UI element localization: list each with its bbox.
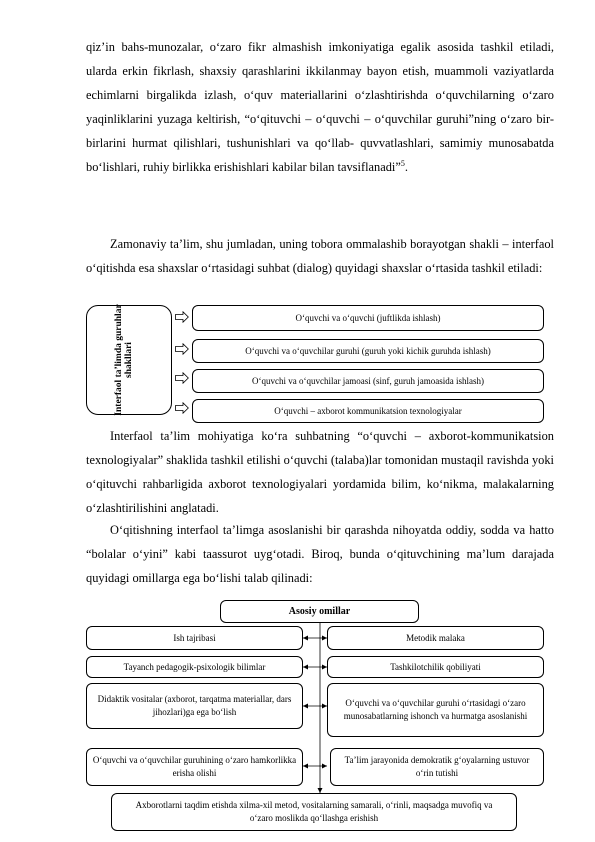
diagram1-item-2: O‘quvchi va o‘quvchilar guruhi (guruh yoki kichik guruhda ishlash) [192,339,544,363]
diagram2-right-4: Ta’lim jarayonida demokratik g‘oyalarning ustuvor o‘rin tutishi [330,748,544,786]
diagram2-title: Asosiy omillar [220,600,419,623]
diagram2-left-3: Didaktik vositalar (axborot, tarqatma materiallar, dars jihozlari)ga ega bo‘lish [86,683,303,729]
paragraph-4: O‘qitishning interfaol ta’limga asoslanishi bir qarashda nihoyatda oddiy, sodda va hatto “bolalar o‘yini” kabi taassurot uyg‘otadi. Biroq, bunda o‘qituvchining ma’lum darajada quyidagi omillarga ega bo‘lishi talab qilinadi: [86,523,554,585]
diagram2-left-4: O‘quvchi va o‘quvchilar guruhining o‘zaro hamkorlikka erisha olishi [86,748,303,786]
diagram2-left-2: Tayanch pedagogik-psixologik bilimlar [86,656,303,678]
paragraph-1-text: qiz’in bahs-munozalar, o‘zaro fikr almashish imkoniyatiga egalik asosida tashkil etiladi, ularda erkin fikrlash, shaxsiy qarashlarini ikkilanmay bayon etish, muammoli vaziyatlarda echimlarni birgalikda izlash, o‘quv materiallarini o‘zlashtirishda o‘quvchilarning o‘zaro yaqinliklarini yuzaga keltirish, “o‘qituvchi – o‘quvchi – o‘quvchilar guruhi”ning o‘zaro bir-birlarini hurmat qilishlari, tushunishlari va qo‘llab- quvvatlashlari, samimiy munosabatda bo‘lishlari, ruhiy birlikka erishishlari kabilar bilan tavsiflanadi” [86,40,554,174]
diagram2-bottom: Axborotlarni taqdim etishda xilma-xil metod, vositalarning samarali, o‘rinli, maqsadga muvofiq va o‘zaro moslikda qo‘llashga erishish [111,793,517,831]
diagram2-right-1: Metodik malaka [327,626,544,650]
diagram1-item-1: O‘quvchi va o‘quvchi (juftlikda ishlash) [192,305,544,331]
diagram1-item-4: O‘quvchi – axborot kommunikatsion texnologiyalar [192,399,544,423]
diagram2-right-3: O‘quvchi va o‘quvchilar guruhi o‘rtasidagi o‘zaro munosabatlarning ishonch va hurmatga asoslanishi [327,683,544,737]
diagram1-item-3: O‘quvchi va o‘quvchilar jamoasi (sinf, guruh jamoasida ishlash) [192,369,544,393]
paragraph-2: Zamonaviy ta’lim, shu jumladan, uning tobora ommalashib borayotgan shakli – interfaol o‘qitishda esa shaxslar o‘rtasidagi suhbat (dialog) quyidagi shaxslar o‘rtasida tashkil etiladi: [86,237,554,275]
diagram2-left-1: Ish tajribasi [86,626,303,650]
diagram2-right-2: Tashkilotchilik qobiliyati [327,656,544,678]
paragraph-3: Interfaol ta’lim mohiyatiga ko‘ra suhbatning “o‘quvchi – axborot-kommunikatsion texnologiyalar” shaklida tashkil etilishi o‘quvchi (talaba)lar tomonidan mustaqil ravishda yoki o‘qituvchi rahbarligida axborot texnologiyalari yordamida bilim, ko‘nikma, malakalarning o‘zlashtirilishini anglatadi. [86,429,554,515]
paragraph-1-end: . [404,160,408,174]
footnote-ref: 5 [400,158,405,168]
diagram1-label: Interfaol ta’limda guruhlar shakllari [114,304,134,416]
